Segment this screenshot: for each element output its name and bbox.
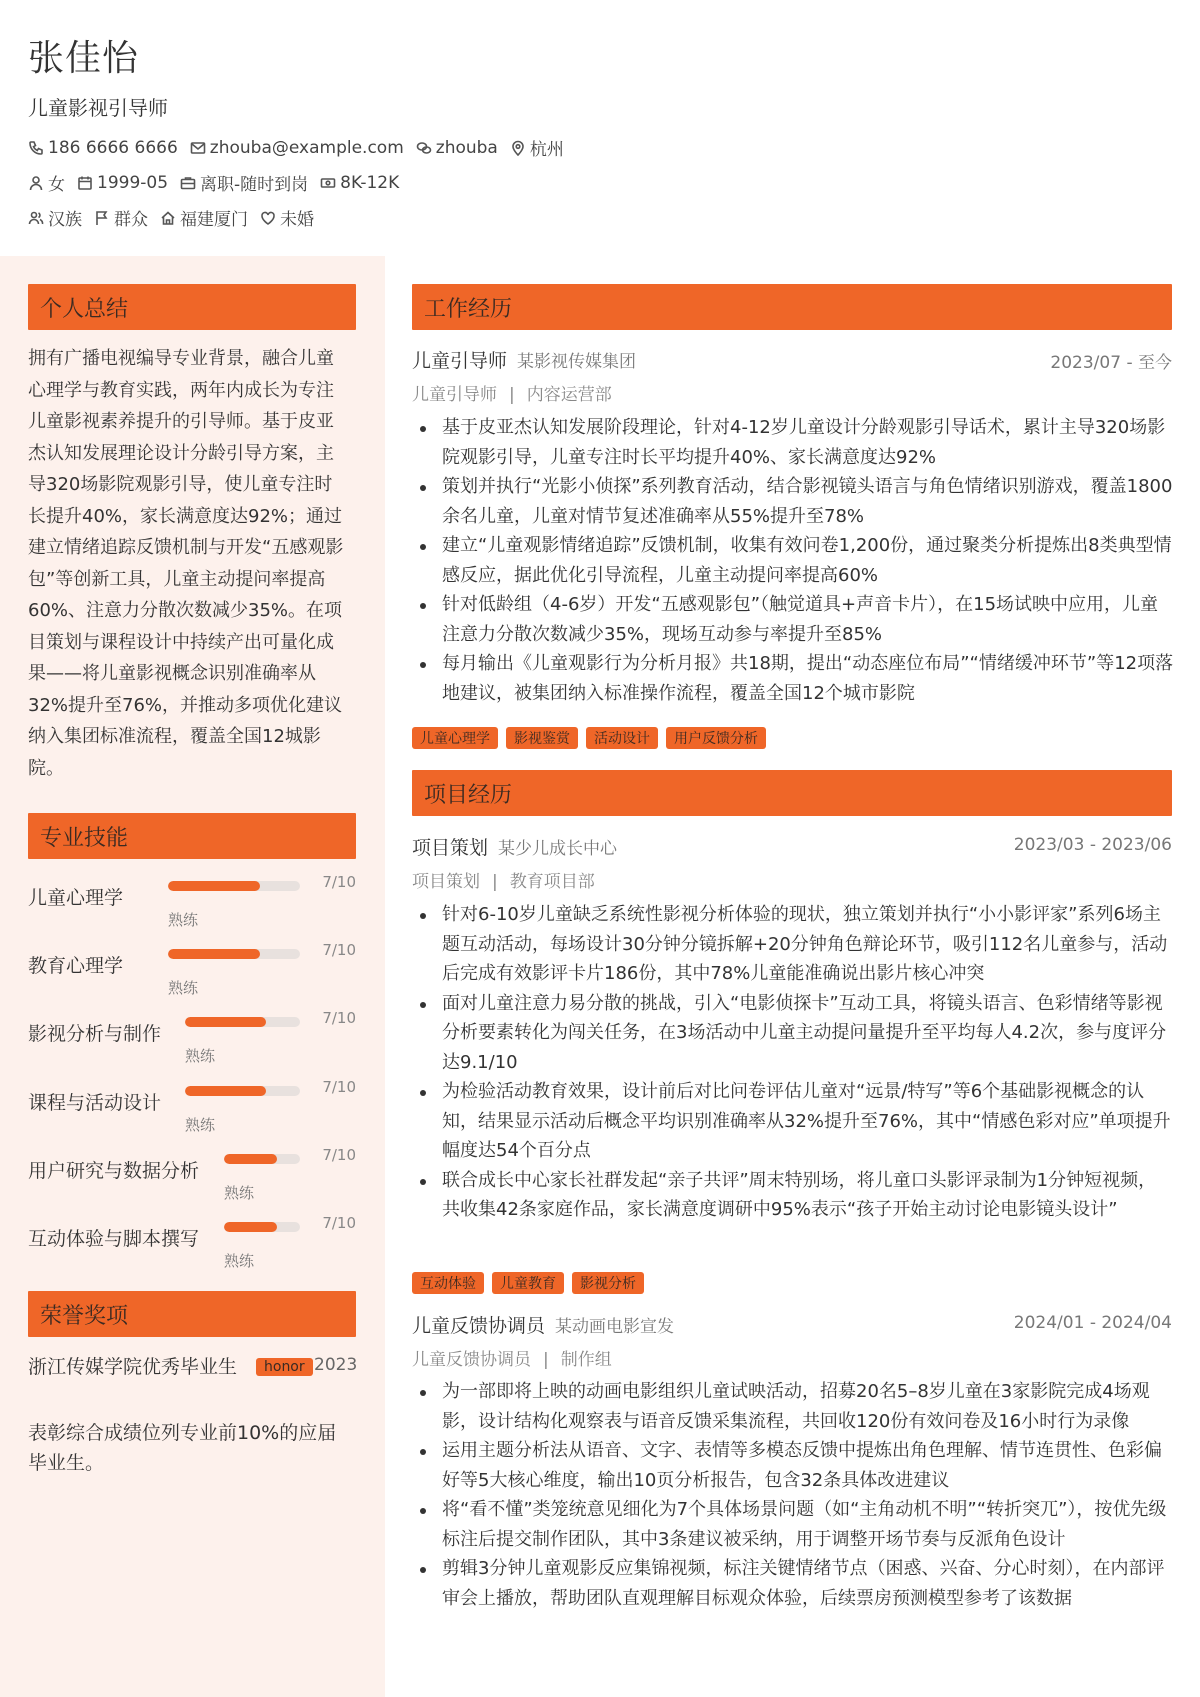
- entry-org: 某动画电影宣发: [555, 1317, 675, 1337]
- summary-text: 拥有广播电视编导专业背景，融合儿童心理学与教育实践，两年内成长为专注儿童影视素养提升的引导师。基于皮亚杰认知发展理论设计分龄引导方案，主导320场影院观影引导，使儿童专注时长提升40%，家长满意度达92%；通过建立情绪追踪反馈机制与开发“五感观影包”等创新工具，儿童主动提问率提高60%、注意力分散次数减少35%。在项目策划与课程设计中持续产出可量化成果——将儿童影视概念识别准确率从32%提升至76%，并推动多项优化建议纳入集团标准流程，覆盖全国12城影院。: [28, 348, 344, 779]
- skill-level: 熟练: [224, 1184, 255, 1202]
- entry-position: 项目策划: [412, 837, 489, 859]
- entry-role: 项目策划: [412, 872, 480, 892]
- skill-item: [28, 941, 356, 1001]
- entry-role: 儿童引导师: [412, 385, 497, 405]
- entry-org: 某少儿成长中心: [498, 839, 618, 859]
- skills-heading: 专业技能: [28, 813, 356, 859]
- contact-row: [28, 135, 576, 160]
- skill-bar-fill: [185, 1017, 266, 1027]
- skill-bar: [168, 881, 300, 891]
- money-icon: [320, 175, 336, 191]
- tag: 活动设计: [586, 727, 658, 749]
- entry-subtitle: [412, 380, 612, 405]
- skill-bar-fill: [168, 949, 260, 959]
- honor-description: 表彰综合成绩位列专业前10%的应届毕业生。: [28, 1422, 337, 1474]
- home-icon: [160, 210, 176, 226]
- skill-level: 熟练: [185, 1116, 216, 1134]
- skill-level: 熟练: [168, 911, 199, 929]
- hometown-text: 福建厦门: [180, 210, 248, 230]
- gender-item: [28, 170, 65, 195]
- skill-item: [28, 1146, 356, 1206]
- email-item: [190, 138, 404, 158]
- skill-bar: [185, 1017, 300, 1027]
- gender-text: 女: [48, 175, 65, 195]
- entry-role: 儿童反馈协调员: [412, 1350, 531, 1370]
- skill-name: 用户研究与数据分析: [28, 1160, 200, 1182]
- skill-level: 熟练: [185, 1047, 216, 1065]
- bullet-item: 为一部即将上映的动画电影组织儿童试映活动，招募20名5–8岁儿童在3家影院完成4场观影，设计结构化观察表与语音反馈采集流程，共回收120份有效问卷及16小时行为录像: [442, 1377, 1174, 1436]
- tag: 儿童教育: [492, 1272, 564, 1294]
- entry-subtitle: [412, 1345, 612, 1370]
- tag: 儿童心理学: [412, 727, 498, 749]
- status-item: [180, 170, 308, 195]
- birth-item: [77, 173, 168, 193]
- bullet-item: 剪辑3分钟儿童观影反应集锦视频，标注关键情绪节点（困惑、兴奋、分心时刻），在内部评审会上播放，帮助团队直观理解目标观众体验，后续票房预测模型参考了该数据: [442, 1554, 1174, 1613]
- city-item: [510, 135, 564, 160]
- salary-item: [320, 173, 399, 193]
- briefcase-icon: [180, 175, 196, 191]
- skill-bar-fill: [185, 1086, 266, 1096]
- bullet-item: 策划并执行“光影小侦探”系列教育活动，结合影视镜头语言与角色情绪识别游戏，覆盖1800余名儿童，儿童对情节复述准确率从55%提升至78%: [442, 472, 1174, 531]
- skill-score: 7/10: [322, 1078, 356, 1096]
- work-entry-header: [412, 346, 1172, 372]
- skill-score: 7/10: [322, 1214, 356, 1232]
- skill-bar: [224, 1222, 300, 1232]
- personal-row: [28, 170, 411, 195]
- entry-dept: 内容运营部: [526, 385, 612, 405]
- bullet-item: 每月输出《儿童观影行为分析月报》共18期，提出“动态座位布局”“情绪缓冲环节”等12项落地建议，被集团纳入标准操作流程，覆盖全国12个城市影院: [442, 649, 1174, 708]
- work-bullets: [412, 413, 1174, 708]
- skill-name: 课程与活动设计: [28, 1092, 162, 1114]
- bullet-item: 将“看不懂”类笼统意见细化为7个具体场景问题（如“主角动机不明”“转折突兀”），按优先级标注后提交制作团队，其中3条建议被采纳，用于调整开场节奏与反派角色设计: [442, 1495, 1174, 1554]
- project-bullets: [412, 900, 1174, 1225]
- skill-bar: [168, 949, 300, 959]
- skill-level: 熟练: [168, 979, 199, 997]
- marital-text: 未婚: [280, 210, 314, 230]
- skill-name: 互动体验与脚本撰写: [28, 1228, 200, 1250]
- salary-text: 8K-12K: [340, 172, 400, 193]
- skill-level: 熟练: [224, 1252, 255, 1270]
- entry-org: 某影视传媒集团: [517, 352, 637, 372]
- skill-bar-fill: [224, 1222, 277, 1232]
- group-icon: [28, 210, 44, 226]
- calendar-icon: [77, 175, 93, 191]
- background-row: [28, 205, 326, 230]
- bullet-item: 针对低龄组（4-6岁）开发“五感观影包”（触觉道具+声音卡片），在15场试映中应用，儿童注意力分散次数减少35%，现场互动参与率提升至85%: [442, 590, 1174, 649]
- person-icon: [28, 175, 44, 191]
- resume-header: [0, 0, 1200, 256]
- honors-heading: 荣誉奖项: [28, 1291, 356, 1337]
- honor-year: 2023: [314, 1355, 358, 1375]
- bullet-item: 面对儿童注意力易分散的挑战，引入“电影侦探卡”互动工具，将镜头语言、色彩情绪等影视分析要素转化为闯关任务，在3场活动中儿童主动提问量提升至平均每人4.2次，参与度评分达9.1/10: [442, 989, 1174, 1078]
- entry-title: [412, 346, 636, 373]
- work-heading: 工作经历: [412, 284, 1172, 330]
- honor-badge: honor: [256, 1358, 313, 1376]
- separator: |: [492, 872, 498, 892]
- entry-date: 2024/01 - 2024/04: [1013, 1313, 1172, 1333]
- wechat-item: [416, 138, 498, 158]
- skill-bar-fill: [168, 881, 260, 891]
- candidate-title: 儿童影视引导师: [28, 96, 168, 120]
- hometown-item: [160, 205, 248, 230]
- ethnicity-text: 汉族: [48, 210, 82, 230]
- entry-dept: 教育项目部: [509, 872, 595, 892]
- bullet-item: 基于皮亚杰认知发展阶段理论，针对4-12岁儿童设计分龄观影引导话术，累计主导320场影院观影引导，儿童专注时长平均提升40%、家长满意度达92%: [442, 413, 1174, 472]
- birth-text: 1999-05: [97, 172, 169, 193]
- skill-item: [28, 1009, 356, 1069]
- skill-name: 影视分析与制作: [28, 1023, 162, 1045]
- entry-subtitle: [412, 867, 595, 892]
- phone-icon: [28, 140, 44, 156]
- entry-title: [412, 833, 617, 860]
- skill-score: 7/10: [322, 873, 356, 891]
- work-tags: [412, 727, 774, 749]
- city-text: 杭州: [529, 140, 564, 160]
- bullet-item: 联合成长中心家长社群发起“亲子共评”周末特别场，将儿童口头影评录制为1分钟短视频，共收集42条家庭作品，家长满意度调研中95%表示“孩子开始主动讨论电影镜头设计”: [442, 1166, 1174, 1225]
- candidate-name: 张佳怡: [28, 38, 140, 79]
- projects-heading: 项目经历: [412, 770, 1172, 816]
- skill-score: 7/10: [322, 1146, 356, 1164]
- flag-icon: [94, 210, 110, 226]
- mail-icon: [190, 140, 206, 156]
- honor-title: 浙江传媒学院优秀毕业生: [28, 1356, 238, 1378]
- phone-text: 186 6666 6666: [48, 137, 178, 158]
- entry-position: 儿童引导师: [412, 350, 508, 372]
- bullet-item: 针对6-10岁儿童缺乏系统性影视分析体验的现状，独立策划并执行“小小影评家”系列6场主题互动活动，每场设计30分钟分镜拆解+20分钟角色辩论环节，吸引112名儿童参与，活动后完成有效影评卡片186份，其中78%儿童能准确说出影片核心冲突: [442, 900, 1174, 989]
- entry-title: [412, 1311, 674, 1338]
- project-tags: [412, 1272, 652, 1294]
- marital-item: [260, 205, 314, 230]
- bullet-item: 建立“儿童观影情绪追踪”反馈机制，收集有效问卷1,200份，通过聚类分析提炼出8类典型情感反应，据此优化引导流程，儿童主动提问率提高60%: [442, 531, 1174, 590]
- skill-score: 7/10: [322, 941, 356, 959]
- bullet-item: 为检验活动教育效果，设计前后对比问卷评估儿童对“远景/特写”等6个基础影视概念的认知，结果显示活动后概念平均识别准确率从32%提升至76%，其中“情感色彩对应”单项提升幅度达54个百分点: [442, 1077, 1174, 1166]
- entry-dept: 制作组: [560, 1350, 612, 1370]
- heart-icon: [260, 210, 276, 226]
- skill-item: [28, 873, 356, 933]
- project-entry-header: [412, 833, 1172, 859]
- status-text: 离职-随时到岗: [200, 175, 309, 195]
- skill-bar-fill: [224, 1154, 277, 1164]
- entry-date: 2023/07 - 至今: [1050, 353, 1172, 373]
- project-entry-header: [412, 1311, 1172, 1337]
- summary-heading: 个人总结: [28, 284, 356, 330]
- project-bullets: [412, 1377, 1174, 1613]
- skill-name: 教育心理学: [28, 955, 124, 977]
- skill-item: [28, 1214, 356, 1274]
- politics-text: 群众: [114, 210, 148, 230]
- skill-bar: [224, 1154, 300, 1164]
- phone-item: [28, 138, 178, 158]
- location-icon: [510, 140, 526, 156]
- ethnicity-item: [28, 205, 82, 230]
- skill-name: 儿童心理学: [28, 887, 124, 909]
- separator: |: [509, 385, 515, 405]
- skill-bar: [185, 1086, 300, 1096]
- skill-item: [28, 1078, 356, 1138]
- wechat-text: zhouba: [435, 137, 498, 158]
- tag: 互动体验: [412, 1272, 484, 1294]
- skill-score: 7/10: [322, 1009, 356, 1027]
- tag: 用户反馈分析: [666, 727, 766, 749]
- bullet-item: 运用主题分析法从语音、文字、表情等多模态反馈中提炼出角色理解、情节连贯性、色彩偏好等5大核心维度，输出10页分析报告，包含32条具体改进建议: [442, 1436, 1174, 1495]
- tag: 影视分析: [572, 1272, 644, 1294]
- wechat-icon: [416, 140, 432, 156]
- entry-date: 2023/03 - 2023/06: [1013, 835, 1172, 855]
- separator: |: [543, 1350, 549, 1370]
- politics-item: [94, 205, 148, 230]
- tag: 影视鉴赏: [506, 727, 578, 749]
- email-text: zhouba@example.com: [209, 137, 404, 158]
- entry-position: 儿童反馈协调员: [412, 1315, 546, 1337]
